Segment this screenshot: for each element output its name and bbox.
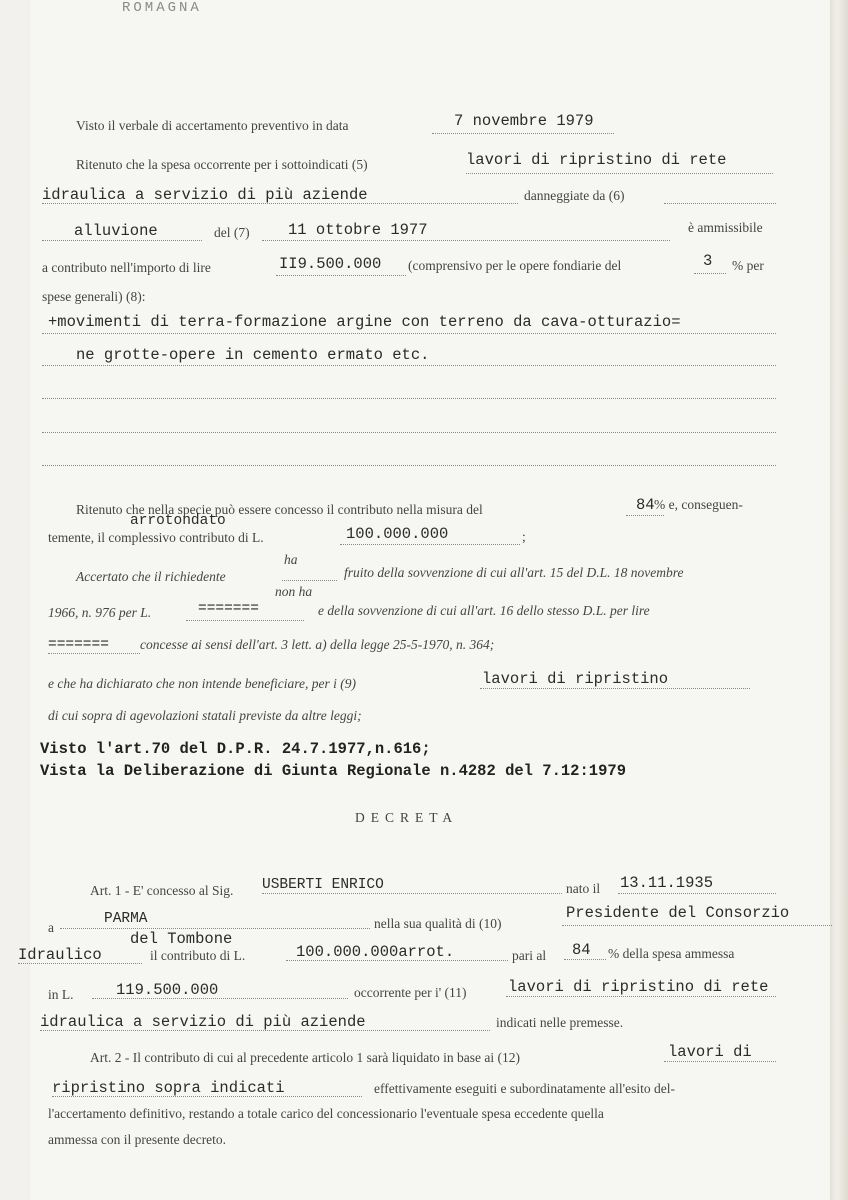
spesa-label: % della spesa ammessa [608,946,735,961]
occorrente-label: occorrente per i' (11) [354,985,467,1000]
fill-line [42,432,776,433]
fill-line [262,893,562,894]
role-b: del Tombone [130,930,233,948]
accertato-line2-prefix: 1966, n. 976 per L. [48,605,152,620]
complessivo-label: temente, il complessivo contributo di L. [48,530,264,545]
fill-line [262,240,670,241]
accertato-line2-mid: e della sovvenzione di cui all'art. 16 dello stesso D.L. per lire [318,603,650,618]
fill-line [626,515,664,516]
verbale-date: 7 novembre 1979 [454,112,594,130]
accertato-works: lavori di ripristino [482,670,669,688]
a-label: a [48,920,54,935]
ha-option: ha [284,552,298,567]
ritenuto-prefix: Ritenuto che la spesa occorrente per i sottoindicati (5) [76,157,368,172]
art2-line2: effettivamente eseguiti e subordinatamente all'esito del- [374,1081,675,1096]
fill-line [432,133,614,134]
fill-line [42,398,776,399]
fill-line [42,333,776,334]
fill-line [618,893,776,894]
art2-line4: ammessa con il presente decreto. [48,1132,227,1147]
indicati-label: indicati nelle premesse. [496,1015,624,1030]
fill-line [340,544,520,545]
accertato-line3: concesse ai sensi dell'art. 3 lett. a) della legge 25-5-1970, n. 364; [140,637,495,652]
visto-art: Visto l'art.70 del D.P.R. 24.7.1977,n.616; [40,740,431,758]
fill-line [664,203,776,204]
granted-percent: 84 [572,941,591,959]
art2-works-a: lavori di [668,1043,752,1061]
ammissibile-label: è ammissibile [688,220,763,235]
fill-line [276,275,406,276]
accertato-line4-prefix: e che ha dichiarato che non intende beneficiare, per i (9) [48,676,357,691]
pari-label: pari al [512,948,547,963]
document-header: ROMAGNA [122,0,202,16]
stacked-pages-edge [830,0,848,1200]
art1-works-b: idraulica a servizio di più aziende [40,1013,366,1031]
comprensivo-label: (comprensivo per le opere fondiarie del [408,258,622,273]
fill-line [694,273,726,274]
event-date: 11 ottobre 1977 [288,221,428,239]
conseguen-label: % e, conseguen- [654,497,743,512]
accertato-prefix: Accertato che il richiedente [76,569,226,584]
contributo-label: a contributo nell'importo di lire [42,260,211,275]
role-c: Idraulico [18,946,102,964]
art2-line3: l'accertamento definitivo, restando a totale carico del concessionario l'eventuale spesa eccedente quella [48,1106,604,1121]
del7-label: del (7) [214,225,250,240]
role-a: Presidente del Consorzio [566,904,790,922]
fill-line [564,959,606,960]
semicolon: ; [522,529,526,544]
works-detail-1: +movimenti di terra-formazione argine con terreno da cava-otturazio= [48,313,681,331]
per-suffix: % per [732,258,764,273]
fill-line [48,653,140,654]
art1-prefix: Art. 1 - E' concesso al Sig. [90,883,234,898]
works-description-a: lavori di ripristino di rete [466,151,727,169]
fill-value: ======= [198,601,259,617]
accertato-line5: di cui sopra di agevolazioni statali previste da altre leggi; [48,708,362,723]
fill-line [60,928,370,929]
birth-city: PARMA [104,911,148,927]
fill-line [186,620,304,621]
fill-line [42,465,776,466]
birth-date: 13.11.1935 [620,874,714,892]
contributo-label-art1: il contributo di L. [150,948,246,963]
fill-line [42,365,776,366]
accertato-middle: fruito della sovvenzione di cui all'art. 15 del D.L. 18 novembre [344,565,684,580]
decreta-title: DECRETA [355,810,459,825]
fill-line [506,996,776,997]
fill-value: ======= [48,637,109,653]
works-description-b: idraulica a servizio di più aziende [42,186,368,204]
qualita-label: nella sua qualità di (10) [374,916,502,931]
in-l-label: in L. [48,987,74,1002]
fill-line [480,688,750,689]
works-detail-2: ne grotte-opere in cemento ermato etc. [76,346,430,364]
art2-prefix: Art. 2 - Il contributo di cui al precedente articolo 1 sarà liquidato in base ai (12) [90,1050,520,1065]
damage-cause: alluvione [74,222,158,240]
contribution-amount: II9.500.000 [279,255,382,273]
page-left-edge [0,0,30,1200]
nato-label: nato il [566,881,601,896]
fill-line [282,580,337,581]
arrotondato-note: arrotondato [130,513,226,529]
vista-deliberazione: Vista la Deliberazione di Giunta Regionale n.4282 del 7.12:1979 [40,762,626,780]
non-ha-option: non ha [275,584,313,599]
visto-prefix: Visto il verbale di accertamento preventivo in data [76,118,349,133]
fill-line [562,925,832,926]
spese-label: spese generali) (8): [42,289,146,304]
beneficiary-name: USBERTI ENRICO [262,877,384,893]
ritenuto2-text: Ritenuto che nella specie può essere concesso il contributo nella misura del [76,502,483,517]
overhead-percent: 3 [703,252,713,270]
art1-works-a: lavori di ripristino di rete [508,978,769,996]
admitted-amount: 119.500.000 [116,981,219,999]
danneggiate-label: danneggiate da (6) [524,188,625,203]
art2-works-b: ripristino sopra indicati [52,1079,285,1097]
fill-line [42,240,202,241]
fill-line [466,173,773,174]
fill-line [664,1061,776,1062]
granted-amount: 100.000.000arrot. [296,943,455,961]
total-contribution: 100.000.000 [346,525,449,543]
contribution-percent: 84 [636,496,655,514]
